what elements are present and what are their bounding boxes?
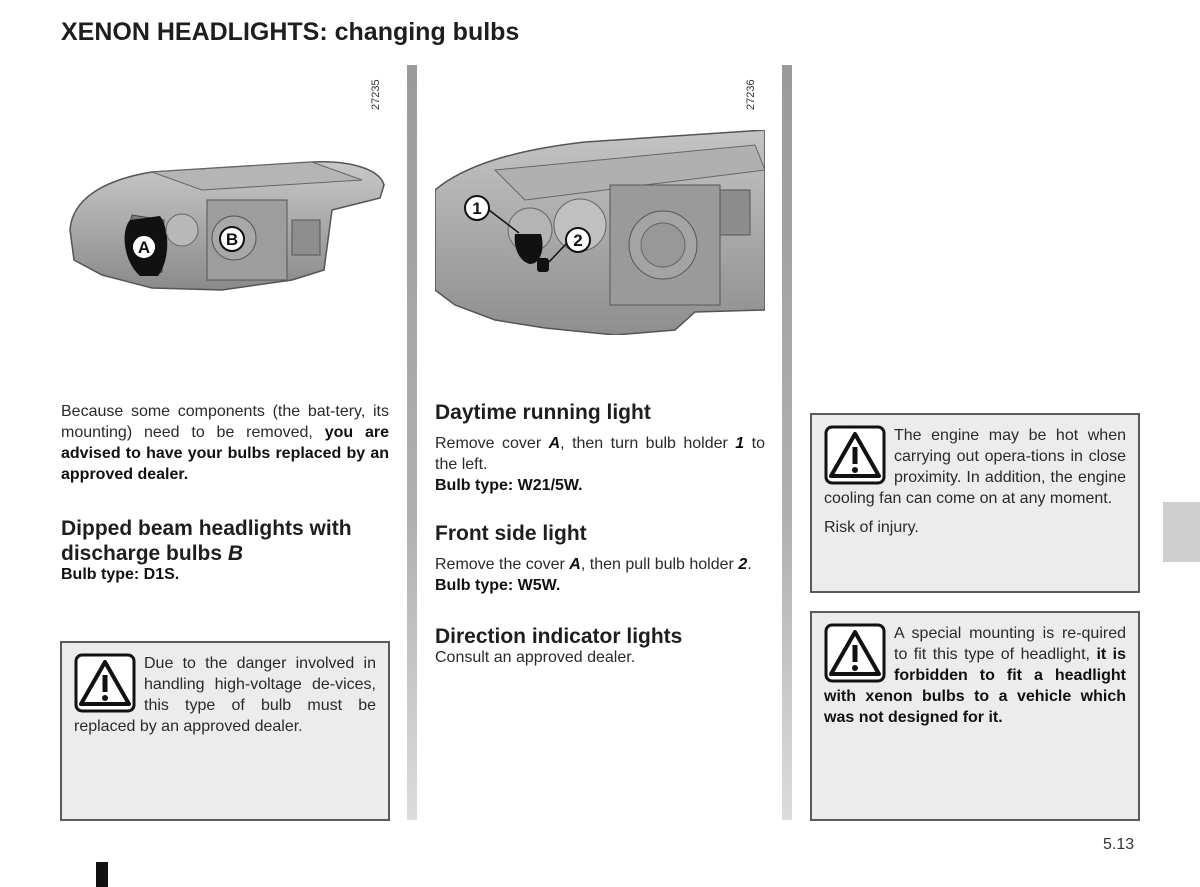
page-title: XENON HEADLIGHTS: changing bulbs [61,18,520,46]
intro-text: Because some components (the bat-tery, its mounting) need to be removed, [61,403,389,441]
side-text-1: Remove the cover [435,556,565,573]
daytime-text-2: , then turn bulb holder [560,435,728,452]
column-left [61,401,389,584]
page-corner-mark [96,862,108,887]
section-tab [1163,502,1200,562]
direction-indicator-heading: Direction indicator lights [435,625,683,648]
warning-box-special-mounting [810,611,1140,821]
side-text-3: . [747,556,752,573]
headlight-illustration-1 [62,150,387,300]
daytime-running-light-heading: Daytime running light [435,401,651,424]
dipped-beam-heading-ref: B [227,542,244,565]
figure-code: 27235 [370,79,382,110]
warning-box-engine-hot [810,413,1140,593]
label-1: 1 [472,199,482,218]
dipped-beam-heading [61,516,389,566]
label-b: B [225,230,239,249]
page-number: 5.13 [1103,836,1135,853]
daytime-ref-a: A [548,435,561,452]
label-2: 2 [573,231,583,250]
daytime-bulb-type: Bulb type: W21/5W. [435,477,583,494]
front-side-light-text [435,554,765,575]
figure-code: 27236 [745,79,757,110]
daytime-text-3: to the left. [435,435,765,473]
front-side-light-heading: Front side light [435,522,587,545]
warning-icon [824,425,886,485]
side-ref-2: 2 [738,556,748,573]
dipped-beam-heading-text: Dipped beam headlights with discharge bulbs [61,517,352,565]
daytime-ref-1: 1 [735,435,745,452]
warning-text-bold: it is forbidden to fit a headlight with xenon bulbs to a vehicle which was not designed for it. [824,646,1127,726]
warning-text: Due to the danger involved in handling high-voltage de-vices, this type of bulb must be replaced by an approved dealer. [74,655,376,735]
direction-indicator-text: Consult an approved dealer. [435,649,636,666]
warning-box-high-voltage [60,641,390,821]
headlight-illustration-2 [435,130,765,335]
warning-icon [74,653,136,713]
warning-text-regular: A special mounting is re-quired to fit this type of headlight, [894,625,1126,663]
label-a: A [137,238,151,257]
warning-risk-text: Risk of injury. [824,519,919,536]
side-bulb-type: Bulb type: W5W. [435,577,561,594]
column-middle [435,400,765,667]
column-divider-right [782,65,792,820]
warning-icon [824,623,886,683]
dipped-beam-bulb-type: Bulb type: D1S. [61,566,180,583]
side-ref-a: A [569,556,581,573]
warning-text: The engine may be hot when carrying out opera-tions in close proximity. In addition, the engine cooling fan can come on at any moment. [824,427,1126,507]
side-text-2: , then pull bulb holder [580,556,734,573]
daytime-running-light-text [435,433,765,475]
intro-bold-text: you are advised to have your bulbs replaced by an approved dealer. [61,424,389,483]
intro-paragraph [61,401,389,485]
column-divider-left [407,65,417,820]
daytime-text-1: Remove cover [435,435,542,452]
